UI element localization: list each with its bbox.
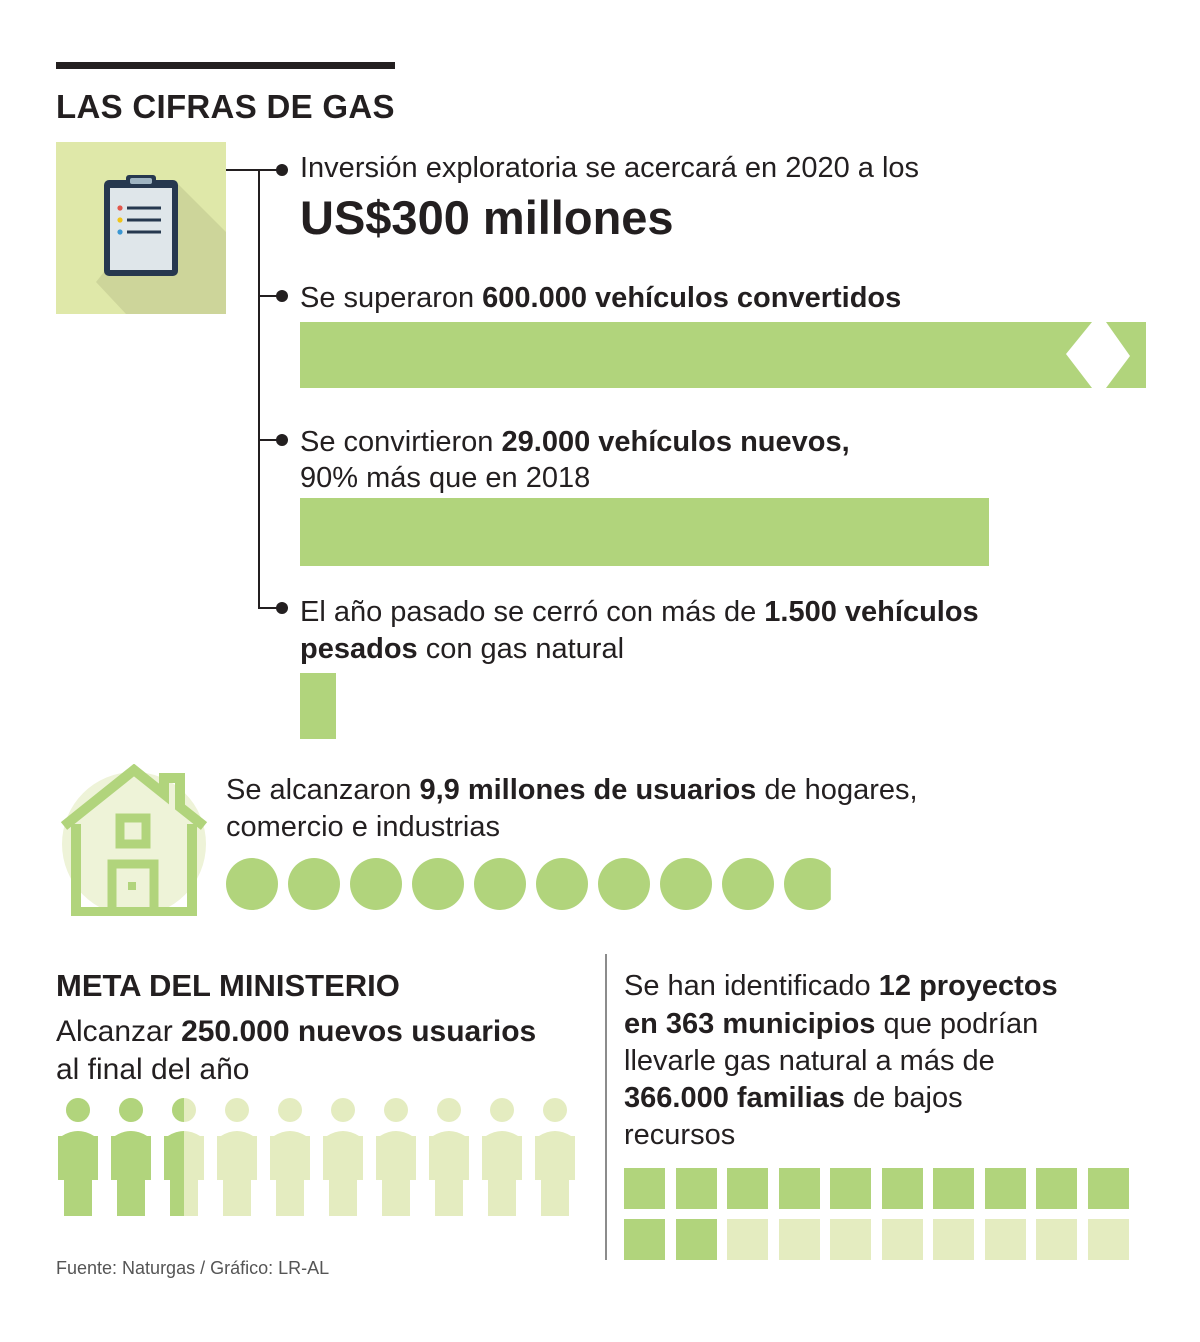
connector-line <box>258 169 260 609</box>
project-square <box>1036 1219 1077 1260</box>
stat-new-vehicles-text: Se convirtieron 29.000 vehículos nuevos, <box>300 426 850 458</box>
stat-investment-text: Inversión exploratoria se acercará en 2020 a los <box>300 152 920 184</box>
goal-text-line2: al final del año <box>56 1053 250 1086</box>
person-icon <box>111 1098 151 1216</box>
project-square <box>676 1168 717 1209</box>
project-square <box>1088 1219 1129 1260</box>
user-circle <box>474 858 526 910</box>
bullet-dot <box>276 290 288 302</box>
source-note: Fuente: Naturgas / Gráfico: LR-AL <box>56 1258 330 1278</box>
users-text-line2: comercio e industrias <box>226 811 500 843</box>
person-icon <box>58 1098 98 1216</box>
project-square <box>985 1219 1026 1260</box>
user-circle <box>350 858 402 910</box>
bullet-dot <box>276 164 288 176</box>
person-icon <box>376 1098 416 1216</box>
goal-text: Alcanzar 250.000 nuevos usuarios <box>56 1015 537 1048</box>
project-square <box>727 1219 768 1260</box>
stat-heavy-vehicles-sub: pesados con gas natural <box>300 633 625 665</box>
person-icon <box>482 1098 522 1216</box>
users-circle-chart <box>226 858 846 910</box>
person-icon <box>164 1098 204 1216</box>
bar-heavy-vehicles <box>300 673 336 739</box>
clipboard-icon <box>56 142 226 314</box>
projects-text-line1: Se han identificado 12 proyectos <box>624 970 1058 1002</box>
bar-converted-vehicles <box>300 322 1146 388</box>
project-square <box>933 1219 974 1260</box>
goal-people-chart <box>56 1096 596 1218</box>
bullet-dot <box>276 434 288 446</box>
project-square <box>1036 1168 1077 1209</box>
person-icon <box>429 1098 469 1216</box>
users-text: Se alcanzaron 9,9 millones de usuarios de hogares, <box>226 774 918 806</box>
user-circle <box>598 858 650 910</box>
user-circle <box>660 858 712 910</box>
user-circle <box>722 858 774 910</box>
person-icon <box>323 1098 363 1216</box>
bullet-dot <box>276 602 288 614</box>
page-title: LAS CIFRAS DE GAS <box>56 88 395 125</box>
stat-new-vehicles-sub: 90% más que en 2018 <box>300 462 591 494</box>
projects-square-chart <box>624 1168 1128 1260</box>
user-circle <box>536 858 588 910</box>
project-square <box>779 1219 820 1260</box>
project-square <box>882 1168 923 1209</box>
stat-converted-text: Se superaron 600.000 vehículos convertidos <box>300 282 902 314</box>
stat-investment-value: US$300 millones <box>300 191 674 244</box>
projects-text-line2: en 363 municipios que podrían <box>624 1008 1039 1040</box>
projects-text-line4: 366.000 familias de bajos <box>624 1082 963 1114</box>
title-rule <box>56 62 395 69</box>
clipboard-icon-box <box>56 142 226 314</box>
project-square <box>830 1168 871 1209</box>
project-square <box>1088 1168 1129 1209</box>
project-square <box>882 1219 923 1260</box>
project-square <box>933 1168 974 1209</box>
person-icon <box>270 1098 310 1216</box>
project-square <box>727 1168 768 1209</box>
projects-text-line5: recursos <box>624 1119 736 1151</box>
project-square <box>985 1168 1026 1209</box>
project-square <box>676 1219 717 1260</box>
project-square <box>830 1219 871 1260</box>
column-divider <box>605 954 607 1260</box>
projects-text-line3: llevarle gas natural a más de <box>624 1045 995 1077</box>
bar-new-vehicles <box>300 498 989 566</box>
user-circle <box>288 858 340 910</box>
user-circle <box>226 858 278 910</box>
user-circle <box>784 858 836 910</box>
user-circle <box>412 858 464 910</box>
project-square <box>624 1219 665 1260</box>
project-square <box>779 1168 820 1209</box>
person-icon <box>217 1098 257 1216</box>
project-square <box>624 1168 665 1209</box>
stat-heavy-vehicles-text: El año pasado se cerró con más de 1.500 vehículos <box>300 596 979 628</box>
house-icon <box>56 764 212 916</box>
person-icon <box>535 1098 575 1216</box>
goal-title: META DEL MINISTERIO <box>56 968 400 1003</box>
